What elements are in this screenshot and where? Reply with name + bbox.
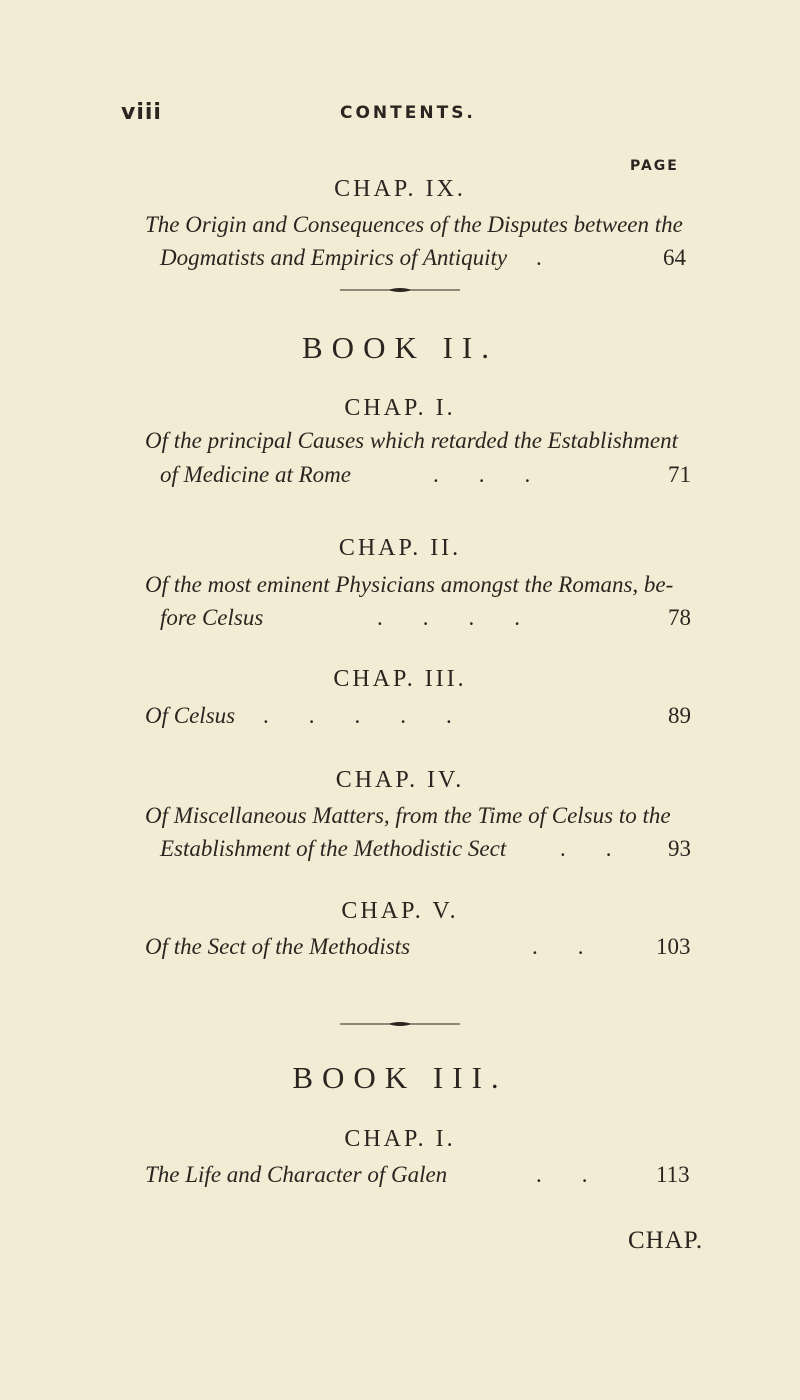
leader-dots: ..... — [263, 703, 492, 728]
book-heading: BOOK III. — [292, 1060, 508, 1095]
toc-page-number: 78 — [668, 605, 691, 630]
chapter-heading: CHAP. I. — [344, 395, 456, 421]
chapter-heading: CHAP. I. — [344, 1126, 456, 1152]
toc-entry-line: of Medicine at Rome — [160, 462, 351, 487]
catchword: CHAP. — [628, 1227, 704, 1254]
toc-entry-line: Of Celsus — [145, 703, 236, 728]
ornament-rule — [340, 1020, 460, 1028]
leader-dots: .. — [536, 1162, 628, 1187]
toc-entry-line: The Life and Character of Galen — [145, 1162, 448, 1187]
toc-page-number: 113 — [656, 1162, 690, 1187]
toc-page-number: 103 — [656, 934, 691, 959]
toc-entry-line: Of the most eminent Physicians amongst the Romans, be- — [145, 572, 674, 597]
toc-entry-line: Of the principal Causes which retarded the Establishment — [145, 428, 678, 453]
toc-entry-line: Of the Sect of the Methodists — [145, 934, 411, 959]
leader-dots: .... — [377, 605, 560, 630]
page-number: viii — [121, 100, 162, 125]
toc-page-number: 93 — [668, 836, 691, 861]
book-heading: BOOK II. — [302, 330, 498, 365]
toc-page-number: 64 — [663, 245, 686, 270]
chapter-heading: CHAP. IV. — [335, 767, 465, 793]
chapter-heading: CHAP. IX. — [334, 176, 466, 202]
toc-page-number: 71 — [668, 462, 691, 487]
toc-entry-line: Establishment of the Methodistic Sect — [160, 836, 507, 861]
toc-page-number: 89 — [668, 703, 691, 728]
toc-entry-line: Of Miscellaneous Matters, from the Time of Celsus to the — [145, 803, 671, 828]
toc-entry-line: Dogmatists and Empirics of Antiquity — [160, 245, 508, 270]
leader-dots: .. — [560, 836, 652, 861]
chapter-heading: CHAP. III. — [333, 666, 467, 692]
leader-dots: ... — [433, 462, 571, 487]
chapter-heading: CHAP. II. — [338, 535, 462, 561]
leader-dots: . — [536, 245, 582, 270]
leader-dots: .. — [532, 934, 624, 959]
running-title: CONTENTS. — [340, 103, 476, 123]
running-head — [121, 100, 701, 132]
chapter-heading: CHAP. V. — [341, 898, 459, 924]
toc-entry-line: fore Celsus — [160, 605, 264, 630]
page-column-label: PAGE — [630, 158, 679, 174]
ornament-rule — [340, 286, 460, 294]
toc-entry-line: The Origin and Consequences of the Disputes between the — [145, 212, 683, 237]
